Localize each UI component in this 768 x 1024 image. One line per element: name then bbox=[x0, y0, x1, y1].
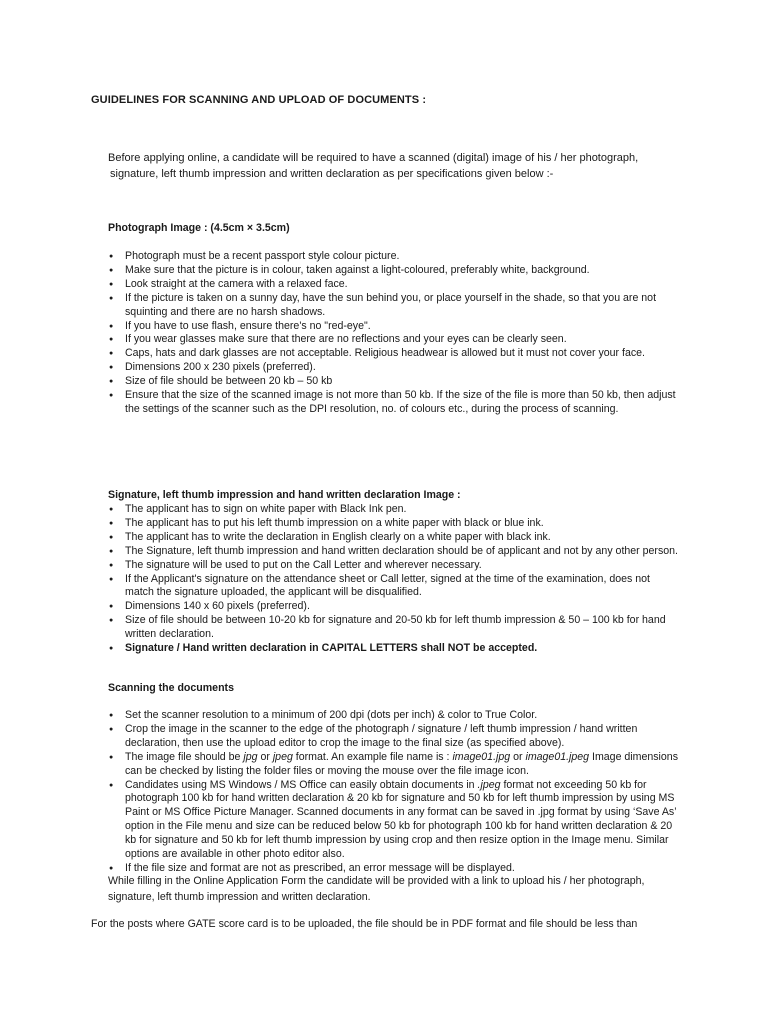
list-item: ● Size of file should be between 20 kb – 50 kb bbox=[108, 375, 681, 389]
list-item: ● The Signature, left thumb impression and hand written declaration should be of applicant and not by any other person. bbox=[108, 545, 681, 559]
list-item: ● Ensure that the size of the scanned image is not more than 50 kb. If the size of the file is more than 50 kb, then adjust the settings of the scanner such as the DPI resolution, no. of colours etc., during the process of scanning. bbox=[108, 389, 681, 417]
text-run-italic: jpeg bbox=[272, 750, 293, 763]
scanning-section-title: Scanning the documents bbox=[108, 682, 234, 694]
list-item: ● If you wear glasses make sure that there are no reflections and your eyes can be clearly seen. bbox=[108, 333, 681, 347]
text-run-italic: jpg bbox=[243, 750, 258, 763]
list-item: ● The applicant has to put his left thumb impression on a white paper with black or blue ink. bbox=[108, 517, 681, 531]
text-run: Candidates using MS Windows / MS Office can easily obtain documents in bbox=[125, 778, 478, 791]
list-item: ● The applicant has to sign on white paper with Black Ink pen. bbox=[108, 503, 681, 517]
intro-line-1: Before applying online, a candidate will be required to have a scanned (digital) image of his / her photograph, bbox=[108, 152, 639, 164]
text-run: or bbox=[510, 750, 526, 763]
photograph-guidelines-list bbox=[108, 250, 681, 417]
list-item: ● Size of file should be between 10-20 kb for signature and 20-50 kb for left thumb impression & 50 – 100 kb for hand written declaration. bbox=[108, 614, 681, 642]
intro-line-2: signature, left thumb impression and written declaration as per specifications given below :- bbox=[110, 168, 554, 180]
list-item-warning: ● Signature / Hand written declaration in CAPITAL LETTERS shall NOT be accepted. bbox=[108, 642, 681, 656]
signature-guidelines-list bbox=[108, 503, 681, 656]
list-item: ● The applicant has to write the declaration in English clearly on a white paper with black ink. bbox=[108, 531, 681, 545]
scanning-guidelines-list bbox=[108, 709, 681, 876]
list-item: ● If the file size and format are not as prescribed, an error message will be displayed. bbox=[108, 862, 681, 876]
list-item: ● Photograph must be a recent passport style colour picture. bbox=[108, 250, 681, 264]
gate-score-card-paragraph: For the posts where GATE score card is to be uploaded, the file should be in PDF format and file should be less than bbox=[91, 918, 638, 930]
list-item: ● If you have to use flash, ensure there's no "red-eye". bbox=[108, 320, 681, 334]
list-item: ● Set the scanner resolution to a minimum of 200 dpi (dots per inch) & color to True Color. bbox=[108, 709, 681, 723]
closing-line-2: signature, left thumb impression and written declaration. bbox=[108, 891, 371, 903]
list-item: ● The signature will be used to put on the Call Letter and wherever necessary. bbox=[108, 559, 681, 573]
text-run-italic: image01.jpeg bbox=[525, 750, 590, 763]
closing-paragraph bbox=[108, 873, 688, 905]
text-run: format not exceeding 50 kb for photograph 100 kb for hand written declaration & 20 kb for signature and 50 kb for left thumb impression by using MS Paint or MS Office Picture Manager. Scanned documents in any format can be saved in .jpg format by using ‘Save As’ option in the File menu and size can be reduced below 50 kb for photograph 100 kb for hand written declaration & 20 kb for signature and 50 kb for left thumb impression by using crop and then resize option in the Image menu. Similar options are available in other photo editor also. bbox=[125, 778, 677, 861]
text-run: format. An example file name is : bbox=[292, 750, 453, 763]
text-run: Image dimensions can be checked by listing the folder files or moving the mouse over the file image icon. bbox=[125, 750, 678, 777]
list-item-file-format bbox=[108, 751, 681, 779]
list-item: ● Caps, hats and dark glasses are not acceptable. Religious headwear is allowed but it must not cover your face. bbox=[108, 347, 681, 361]
list-item: ● Crop the image in the scanner to the edge of the photograph / signature / left thumb impression / hand written declaration, then use the upload editor to crop the image to the final size (as specified above). bbox=[108, 723, 681, 751]
intro-paragraph bbox=[108, 150, 688, 182]
list-item: ● Look straight at the camera with a relaxed face. bbox=[108, 278, 681, 292]
closing-line-1: While filling in the Online Application Form the candidate will be provided with a link to upload his / her photograph, bbox=[108, 875, 645, 887]
text-run-italic: image01.jpg bbox=[452, 750, 511, 763]
photograph-section-title: Photograph Image : (4.5cm × 3.5cm) bbox=[108, 222, 290, 234]
list-item: ● If the picture is taken on a sunny day, have the sun behind you, or place yourself in the shade, so that you are not squinting and there are no harsh shadows. bbox=[108, 292, 681, 320]
list-item: ● Make sure that the picture is in colour, taken against a light-coloured, preferably white, background. bbox=[108, 264, 681, 278]
text-run: or bbox=[257, 750, 273, 763]
signature-section-title: Signature, left thumb impression and hand written declaration Image : bbox=[108, 489, 461, 501]
list-item-ms-office bbox=[108, 779, 681, 862]
text-run: The image file should be bbox=[125, 750, 244, 763]
list-item: ● If the Applicant's signature on the attendance sheet or Call letter, signed at the time of the examination, does not match the signature uploaded, the applicant will be disqualified. bbox=[108, 573, 681, 601]
text-run-italic: .jpeg bbox=[477, 778, 501, 791]
list-item: ● Dimensions 200 x 230 pixels (preferred). bbox=[108, 361, 681, 375]
list-item: ● Dimensions 140 x 60 pixels (preferred). bbox=[108, 600, 681, 614]
page-title: GUIDELINES FOR SCANNING AND UPLOAD OF DOCUMENTS : bbox=[91, 94, 427, 106]
